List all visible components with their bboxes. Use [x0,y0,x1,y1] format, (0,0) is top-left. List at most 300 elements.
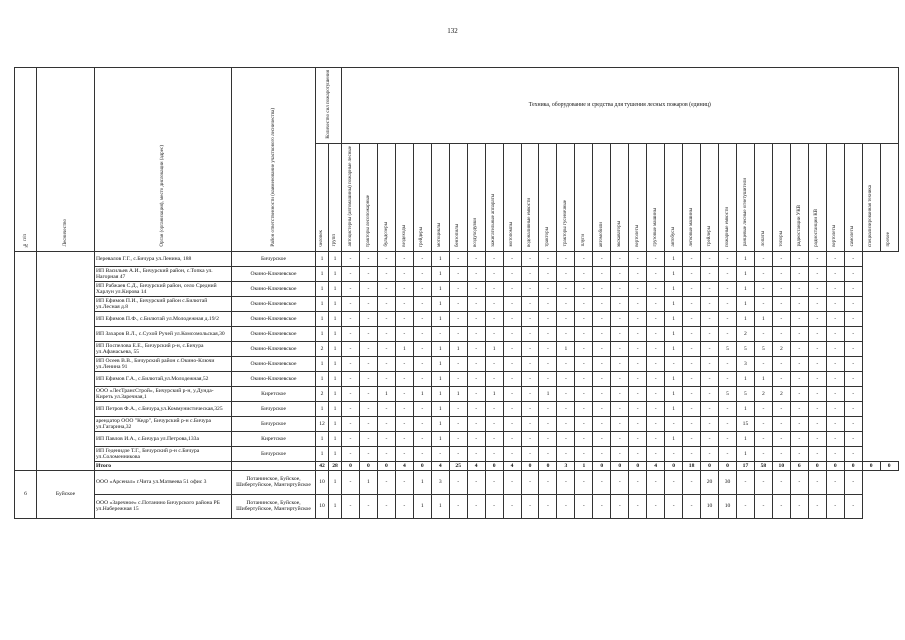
value-cell: - [377,470,395,494]
value-cell: - [359,341,377,356]
org-cell: ИП Ефимов П.И., Бичурский район с.Билютай ул.Лесная д.8 [95,296,232,311]
value-cell: - [719,356,737,371]
value-cell: 1 [665,371,683,386]
value-cell: - [719,296,737,311]
header-equipment-13: тракторы гусеничные [563,200,569,247]
value-cell: - [557,470,575,494]
value-cell: - [342,470,360,494]
value-cell: - [485,311,503,326]
value-cell: - [395,251,413,266]
value-cell: - [377,401,395,416]
value-cell: - [557,431,575,446]
value-cell: 1 [665,311,683,326]
value-cell: - [377,326,395,341]
value-cell: - [593,266,611,281]
header-district: Район ответственности (наименование участкового лесничества) [270,108,276,247]
value-cell: 1 [736,281,754,296]
table-row [15,326,899,341]
total-value: 1 [575,461,593,470]
value-cell: - [521,296,539,311]
value-cell: 1 [431,296,449,311]
value-cell: - [629,494,647,518]
value-cell: - [790,431,808,446]
value-cell: 1 [316,371,329,386]
value-cell: - [521,266,539,281]
total-value: 0 [359,461,377,470]
total-value: 0 [377,461,395,470]
value-cell: - [413,251,431,266]
value-cell: - [754,470,772,494]
table-row [15,386,899,401]
value-cell: - [449,356,467,371]
header-equipment-6: мотоциклы [437,222,443,247]
header-equipment-20: легковые машины [688,208,694,247]
value-cell: - [359,266,377,281]
value-cell: - [826,251,844,266]
value-cell: - [611,311,629,326]
table-row [15,401,899,416]
value-cell: - [701,341,719,356]
value-cell: - [629,470,647,494]
value-cell: - [683,341,701,356]
value-cell: - [629,311,647,326]
value-cell: - [395,386,413,401]
value-cell: - [557,371,575,386]
org-cell: ИП Осеев В.В., Бичурский район с.Окино-Ключи ул.Ленина 91 [95,356,232,371]
value-cell: - [808,251,826,266]
value-cell: - [485,296,503,311]
value-cell: - [701,266,719,281]
value-cell: 1 [329,311,342,326]
table-row [15,371,899,386]
value-cell: - [701,251,719,266]
value-cell: - [808,494,826,518]
value-cell: - [790,371,808,386]
value-cell: - [611,281,629,296]
value-cell: 2 [736,326,754,341]
header-staff-people-cell [316,143,329,251]
value-cell: 1 [377,386,395,401]
value-cell: 1 [316,296,329,311]
value-cell: - [593,431,611,446]
value-cell: - [611,446,629,461]
header-equipment-25-cell [772,143,790,251]
value-cell: 1 [736,371,754,386]
header-district-cell [232,68,316,252]
value-cell: - [701,326,719,341]
value-cell: - [611,251,629,266]
value-cell: - [503,341,521,356]
value-cell: - [808,416,826,431]
value-cell: - [719,326,737,341]
value-cell: - [575,371,593,386]
value-cell: - [377,281,395,296]
value-cell: - [503,416,521,431]
value-cell: - [539,311,557,326]
district-cell: Киретское [232,431,316,446]
value-cell: - [772,356,790,371]
value-cell: - [503,296,521,311]
value-cell: - [342,266,360,281]
header-equipment-24-cell [754,143,772,251]
value-cell: - [539,431,557,446]
value-cell: - [395,266,413,281]
row-num-cell [15,251,37,470]
value-cell: - [557,401,575,416]
value-cell: - [826,371,844,386]
value-cell: - [593,401,611,416]
value-cell: - [557,281,575,296]
value-cell: - [359,326,377,341]
value-cell: - [790,341,808,356]
table-row [15,251,899,266]
header-equipment-22: пожарные емкости [724,206,730,247]
section-num: 6 [15,470,37,518]
value-cell: - [790,494,808,518]
value-cell: - [593,311,611,326]
value-cell: - [377,494,395,518]
header-staff-groups: групп [332,234,338,247]
value-cell: 1 [431,386,449,401]
value-cell: - [701,371,719,386]
value-cell: - [754,356,772,371]
value-cell: - [719,371,737,386]
header-equipment-30-cell [862,143,880,251]
value-cell: - [647,326,665,341]
value-cell: - [395,326,413,341]
value-cell: - [485,251,503,266]
value-cell: 1 [736,446,754,461]
value-cell: - [377,356,395,371]
value-cell: 1 [665,341,683,356]
value-cell: 1 [665,401,683,416]
org-cell: ИП Васильев А.И., Бичурский район, с.Топка ул. Нагорная 47 [95,266,232,281]
value-cell: 1 [736,266,754,281]
total-value: 28 [329,461,342,470]
value-cell: - [808,470,826,494]
header-org: Орган (организация), место дислокации (адрес) [160,145,166,247]
value-cell: - [342,386,360,401]
value-cell: - [593,251,611,266]
value-cell: - [503,266,521,281]
value-cell: - [844,371,862,386]
value-cell: - [539,401,557,416]
header-equipment-23: ранцевые лесные огнетушители [742,178,748,247]
value-cell: - [342,251,360,266]
value-cell: - [701,356,719,371]
header-equipment-13-cell [557,143,575,251]
value-cell: - [665,446,683,461]
header-equipment-28-cell [826,143,844,251]
total-value: 0 [844,461,862,470]
value-cell: - [647,470,665,494]
value-cell: - [413,371,431,386]
value-cell: 5 [736,386,754,401]
value-cell: - [701,296,719,311]
org-cell: ИП Захаров В.Л., с.Сухой Ручей ул.Комсомольская,30 [95,326,232,341]
value-cell: 1 [485,341,503,356]
value-cell: - [647,266,665,281]
district-cell: Потанинское, Буйское, Шибертуйское, Мангиртуйское [232,470,316,494]
header-equipment-7-cell [449,143,467,251]
value-cell: - [413,326,431,341]
value-cell: - [844,266,862,281]
total-value: 0 [342,461,360,470]
value-cell: - [593,386,611,401]
value-cell: - [790,326,808,341]
value-cell: - [826,470,844,494]
header-equipment-20-cell [683,143,701,251]
value-cell: 1 [557,341,575,356]
value-cell: - [342,311,360,326]
value-cell: - [342,494,360,518]
header-equipment-12: тракторы [545,226,551,247]
value-cell: - [503,281,521,296]
value-cell: - [557,296,575,311]
total-value: 0 [665,461,683,470]
value-cell: - [449,251,467,266]
value-cell: - [467,470,485,494]
value-cell: - [844,311,862,326]
value-cell: - [665,470,683,494]
header-equipment-31-cell [880,143,898,251]
value-cell: - [772,326,790,341]
value-cell: - [701,386,719,401]
value-cell: - [503,326,521,341]
value-cell: - [647,341,665,356]
value-cell: - [808,311,826,326]
value-cell: 1 [539,386,557,401]
org-cell: арендатор ООО "Кедр", Бичурский р-н с.Бичура ул.Гагарина,32 [95,416,232,431]
district-cell: Окино-Ключевское [232,266,316,281]
value-cell: 1 [413,470,431,494]
district-cell: Окино-Ключевское [232,296,316,311]
section-forest: Буйское [37,470,95,518]
value-cell: - [467,326,485,341]
value-cell: - [467,416,485,431]
value-cell: - [521,341,539,356]
value-cell: 2 [772,341,790,356]
value-cell: - [629,371,647,386]
value-cell: - [485,326,503,341]
value-cell: - [467,371,485,386]
value-cell: - [754,416,772,431]
value-cell: - [342,401,360,416]
value-cell: - [521,446,539,461]
value-cell: 1 [665,431,683,446]
value-cell: - [395,416,413,431]
district-cell: Бичурское [232,401,316,416]
value-cell: - [629,431,647,446]
value-cell: - [844,446,862,461]
value-cell: - [485,281,503,296]
value-cell: - [413,416,431,431]
value-cell: - [647,281,665,296]
value-cell: - [342,326,360,341]
value-cell: - [539,446,557,461]
value-cell: - [449,401,467,416]
value-cell: - [790,296,808,311]
value-cell: - [503,470,521,494]
value-cell: - [611,371,629,386]
header-equipment-1-cell [342,143,360,251]
value-cell: - [844,341,862,356]
org-cell: ИП Павлов И.А., с.Бичура ул.Петрова,133а [95,431,232,446]
header-equipment-17: вертолеты [634,224,640,247]
header-staff-cell [316,68,342,144]
value-cell: - [808,341,826,356]
value-cell: - [503,356,521,371]
value-cell: - [539,371,557,386]
value-cell: 1 [431,311,449,326]
value-cell: - [557,494,575,518]
value-cell: - [575,311,593,326]
total-value: 0 [719,461,737,470]
value-cell: - [754,494,772,518]
value-cell: - [826,281,844,296]
total-row [15,461,899,470]
value-cell: - [611,356,629,371]
table-row [15,494,899,518]
value-cell: - [826,386,844,401]
value-cell: - [342,356,360,371]
district-cell: Бичурское [232,251,316,266]
value-cell: - [413,266,431,281]
value-cell: - [593,326,611,341]
value-cell: 5 [719,386,737,401]
value-cell: 1 [431,494,449,518]
header-equipment-18: грузовые машины [652,208,658,247]
value-cell: - [808,266,826,281]
value-cell: - [683,470,701,494]
value-cell: - [557,416,575,431]
forest-cell [37,251,95,470]
value-cell: - [359,401,377,416]
header-equipment-2: тракторы лесопожарные [365,194,371,247]
value-cell: - [719,251,737,266]
header-equipment-8-cell [467,143,485,251]
value-cell: - [539,416,557,431]
header-equipment-12-cell [539,143,557,251]
value-cell: 1 [431,431,449,446]
value-cell: - [701,281,719,296]
value-cell: - [449,494,467,518]
total-label: Итого [95,461,232,470]
value-cell: - [629,356,647,371]
value-cell: - [485,416,503,431]
value-cell: - [342,296,360,311]
value-cell: 1 [329,356,342,371]
header-equipment-26-cell [790,143,808,251]
value-cell: - [611,266,629,281]
value-cell: 3 [431,470,449,494]
value-cell: - [611,326,629,341]
value-cell: - [575,281,593,296]
total-value: 4 [395,461,413,470]
value-cell: - [701,431,719,446]
total-value: 0 [521,461,539,470]
value-cell: - [575,341,593,356]
value-cell: - [647,371,665,386]
value-cell: - [557,386,575,401]
district-cell: Бичурское [232,416,316,431]
total-value: 10 [772,461,790,470]
value-cell: 1 [413,386,431,401]
value-cell: - [359,356,377,371]
table-row [15,356,899,371]
value-cell: - [790,356,808,371]
value-cell: - [413,431,431,446]
value-cell: - [790,401,808,416]
value-cell: - [557,311,575,326]
total-value: 25 [449,461,467,470]
value-cell: - [736,494,754,518]
value-cell: 10 [701,494,719,518]
header-equipment-9-cell [485,143,503,251]
header-equipment-31: прочее [886,232,892,247]
value-cell: 1 [736,311,754,326]
value-cell: 1 [736,431,754,446]
value-cell: - [701,446,719,461]
value-cell: - [790,311,808,326]
value-cell: - [503,446,521,461]
district-cell: Окино-Ключевское [232,356,316,371]
value-cell: - [772,266,790,281]
value-cell: - [844,470,862,494]
value-cell: 1 [431,251,449,266]
value-cell: - [593,281,611,296]
value-cell: - [790,470,808,494]
value-cell: - [557,356,575,371]
header-equipment-10: мотопомпы [509,222,515,247]
value-cell: - [377,416,395,431]
value-cell: - [521,386,539,401]
total-value: 4 [431,461,449,470]
value-cell: - [467,281,485,296]
value-cell: - [790,251,808,266]
value-cell: - [557,266,575,281]
value-cell: - [629,251,647,266]
value-cell: 1 [736,296,754,311]
value-cell: - [377,341,395,356]
header-equipment-27-cell [808,143,826,251]
value-cell: 1 [359,470,377,494]
value-cell: - [593,296,611,311]
value-cell: - [377,251,395,266]
value-cell: - [683,416,701,431]
value-cell: - [575,494,593,518]
header-equipment-24: лопаты [760,231,766,247]
header-equipment-28: вертолеты [832,224,838,247]
value-cell: - [342,431,360,446]
header-equipment-15: автомобили [599,221,605,247]
value-cell: - [665,494,683,518]
value-cell: - [808,446,826,461]
header-equipment-18-cell [647,143,665,251]
value-cell: - [485,371,503,386]
value-cell: - [467,341,485,356]
header-equipment-8: воздуходувки [473,217,479,247]
value-cell: 1 [329,470,342,494]
header-equipment-16-cell [611,143,629,251]
value-cell: - [575,416,593,431]
value-cell: - [826,296,844,311]
value-cell: - [575,266,593,281]
value-cell: - [683,401,701,416]
header-forest: Лесничество [62,219,68,247]
value-cell: - [539,470,557,494]
value-cell: - [431,326,449,341]
